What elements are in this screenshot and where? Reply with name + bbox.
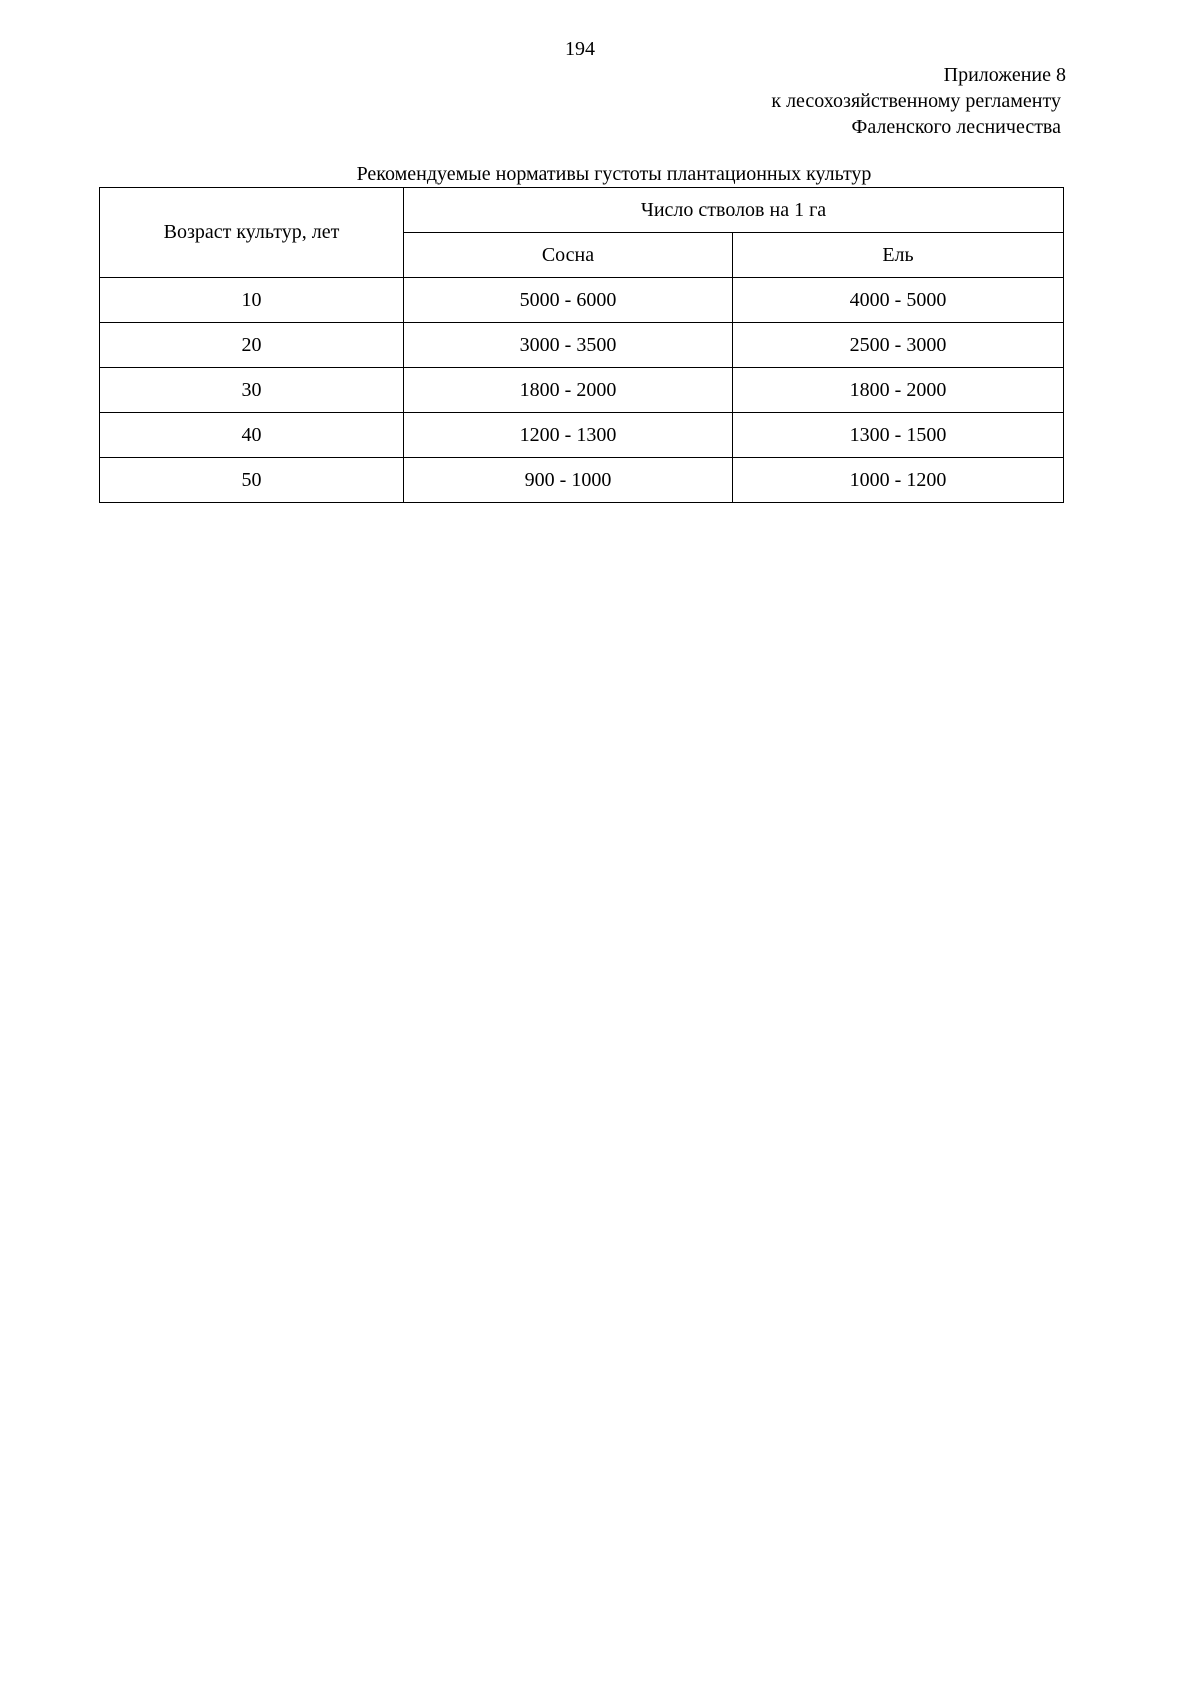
table-row bbox=[100, 368, 1064, 413]
header-spruce: Ель bbox=[733, 233, 1064, 278]
appendix-forestry-name: Фаленского лесничества bbox=[851, 116, 1061, 138]
table-row bbox=[100, 413, 1064, 458]
cell-spruce: 1000 - 1200 bbox=[733, 458, 1064, 503]
header-stems-per-ha: Число стволов на 1 га bbox=[404, 188, 1064, 233]
cell-age: 40 bbox=[100, 413, 404, 458]
header-pine: Сосна bbox=[404, 233, 733, 278]
cell-spruce: 1300 - 1500 bbox=[733, 413, 1064, 458]
density-norms-table bbox=[99, 187, 1064, 503]
table-row bbox=[100, 323, 1064, 368]
cell-spruce: 1800 - 2000 bbox=[733, 368, 1064, 413]
cell-pine: 900 - 1000 bbox=[404, 458, 733, 503]
cell-pine: 1800 - 2000 bbox=[404, 368, 733, 413]
cell-pine: 5000 - 6000 bbox=[404, 278, 733, 323]
table-title: Рекомендуемые нормативы густоты плантационных культур bbox=[356, 163, 872, 185]
cell-spruce: 4000 - 5000 bbox=[733, 278, 1064, 323]
appendix-header bbox=[771, 62, 1066, 140]
appendix-reference: к лесохозяйственному регламенту bbox=[771, 90, 1061, 112]
cell-spruce: 2500 - 3000 bbox=[733, 323, 1064, 368]
table-row bbox=[100, 458, 1064, 503]
cell-pine: 3000 - 3500 bbox=[404, 323, 733, 368]
cell-age: 10 bbox=[100, 278, 404, 323]
page-number: 194 bbox=[565, 38, 595, 60]
header-age: Возраст культур, лет bbox=[100, 188, 404, 278]
appendix-title: Приложение 8 bbox=[943, 64, 1066, 86]
cell-age: 30 bbox=[100, 368, 404, 413]
table-row bbox=[100, 278, 1064, 323]
cell-age: 20 bbox=[100, 323, 404, 368]
cell-pine: 1200 - 1300 bbox=[404, 413, 733, 458]
cell-age: 50 bbox=[100, 458, 404, 503]
table-header-row bbox=[100, 188, 1064, 233]
